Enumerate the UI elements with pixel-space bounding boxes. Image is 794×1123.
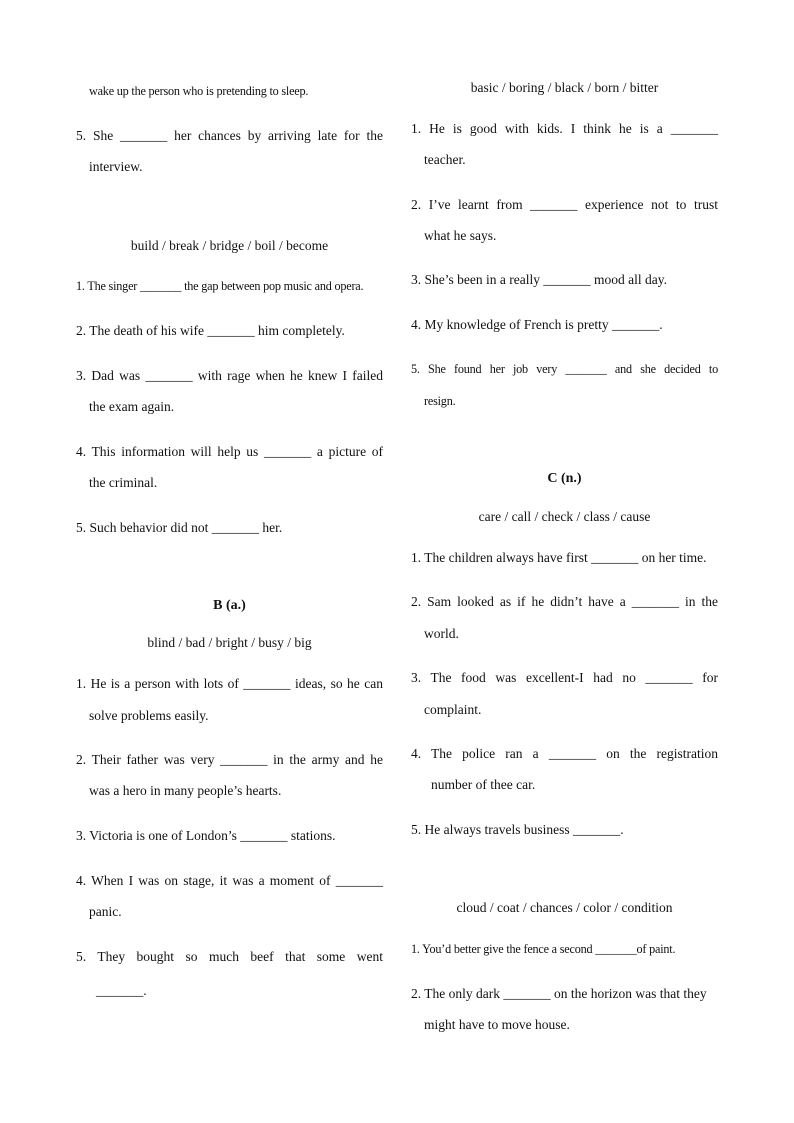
section-c-heading: C (n.): [547, 471, 582, 486]
build-question-4-line-1: 4. This information will help us _______ a picture of: [76, 444, 383, 459]
cloud-question-1: 1. You’d better give the fence a second _______of paint.: [411, 942, 676, 956]
basic-question-1-line-1: 1. He is good with kids. I think he is a _______: [411, 121, 718, 136]
build-question-1: 1. The singer _______ the gap between pop music and opera.: [76, 279, 364, 293]
basic-question-1-line-2: teacher.: [424, 152, 466, 167]
b-question-3: 3. Victoria is one of London’s _______ stations.: [76, 828, 336, 843]
c-question-3-line-2: complaint.: [424, 702, 482, 717]
word-bank-basic: basic / boring / black / born / bitter: [470, 80, 659, 95]
continued-line: wake up the person who is pretending to sleep.: [89, 84, 309, 98]
cloud-question-2-line-1: 2. The only dark _______ on the horizon was that they: [411, 986, 707, 1001]
word-bank-cloud: cloud / coat / chances / color / condition: [456, 900, 673, 915]
word-bank-care: care / call / check / class / cause: [478, 509, 651, 524]
b-question-1-line-2: solve problems easily.: [89, 708, 209, 723]
c-question-4-line-2: number of thee car.: [431, 777, 536, 792]
c-question-3-line-1: 3. The food was excellent-I had no _______ for: [411, 670, 718, 685]
c-question-2-line-2: world.: [424, 626, 459, 641]
b-question-2-line-1: 2. Their father was very _______ in the army and he: [76, 752, 383, 767]
build-question-5: 5. Such behavior did not _______ her.: [76, 520, 283, 535]
basic-question-3: 3. She’s been in a really _______ mood all day.: [411, 272, 667, 287]
basic-question-5-line-2: resign.: [424, 394, 456, 408]
build-question-3-line-2: the exam again.: [89, 399, 175, 414]
basic-question-5-line-1: 5. She found her job very _______ and she decided to: [411, 362, 718, 376]
build-question-3-line-1: 3. Dad was _______ with rage when he knew I failed: [76, 368, 383, 383]
basic-question-2-line-2: what he says.: [424, 228, 497, 243]
section-b-heading: B (a.): [213, 598, 246, 613]
c-question-2-line-1: 2. Sam looked as if he didn’t have a _______ in the: [411, 594, 718, 609]
b-question-4-line-1: 4. When I was on stage, it was a moment of _______: [76, 873, 383, 888]
c-question-5: 5. He always travels business _______.: [411, 822, 624, 837]
b-question-5-line-1: 5. They bought so much beef that some went: [76, 949, 383, 964]
c-question-1: 1. The children always have first _______ on her time.: [411, 550, 707, 565]
build-question-2: 2. The death of his wife _______ him completely.: [76, 323, 345, 338]
question-5-line-1: 5. She _______ her chances by arriving late for the: [76, 128, 383, 143]
b-question-2-line-2: was a hero in many people’s hearts.: [89, 783, 282, 798]
basic-question-4: 4. My knowledge of French is pretty _______.: [411, 317, 663, 332]
b-question-5-line-2: _______.: [96, 983, 147, 998]
build-question-4-line-2: the criminal.: [89, 475, 158, 490]
c-question-4-line-1: 4. The police ran a _______ on the registration: [411, 746, 718, 761]
word-bank-build: build / break / bridge / boil / become: [130, 238, 329, 253]
word-bank-blind: blind / bad / bright / busy / big: [147, 635, 312, 650]
b-question-1-line-1: 1. He is a person with lots of _______ ideas, so he can: [76, 676, 383, 691]
cloud-question-2-line-2: might have to move house.: [424, 1017, 570, 1032]
basic-question-2-line-1: 2. I’ve learnt from _______ experience not to trust: [411, 197, 718, 212]
question-5-line-2: interview.: [89, 159, 143, 174]
b-question-4-line-2: panic.: [89, 904, 122, 919]
